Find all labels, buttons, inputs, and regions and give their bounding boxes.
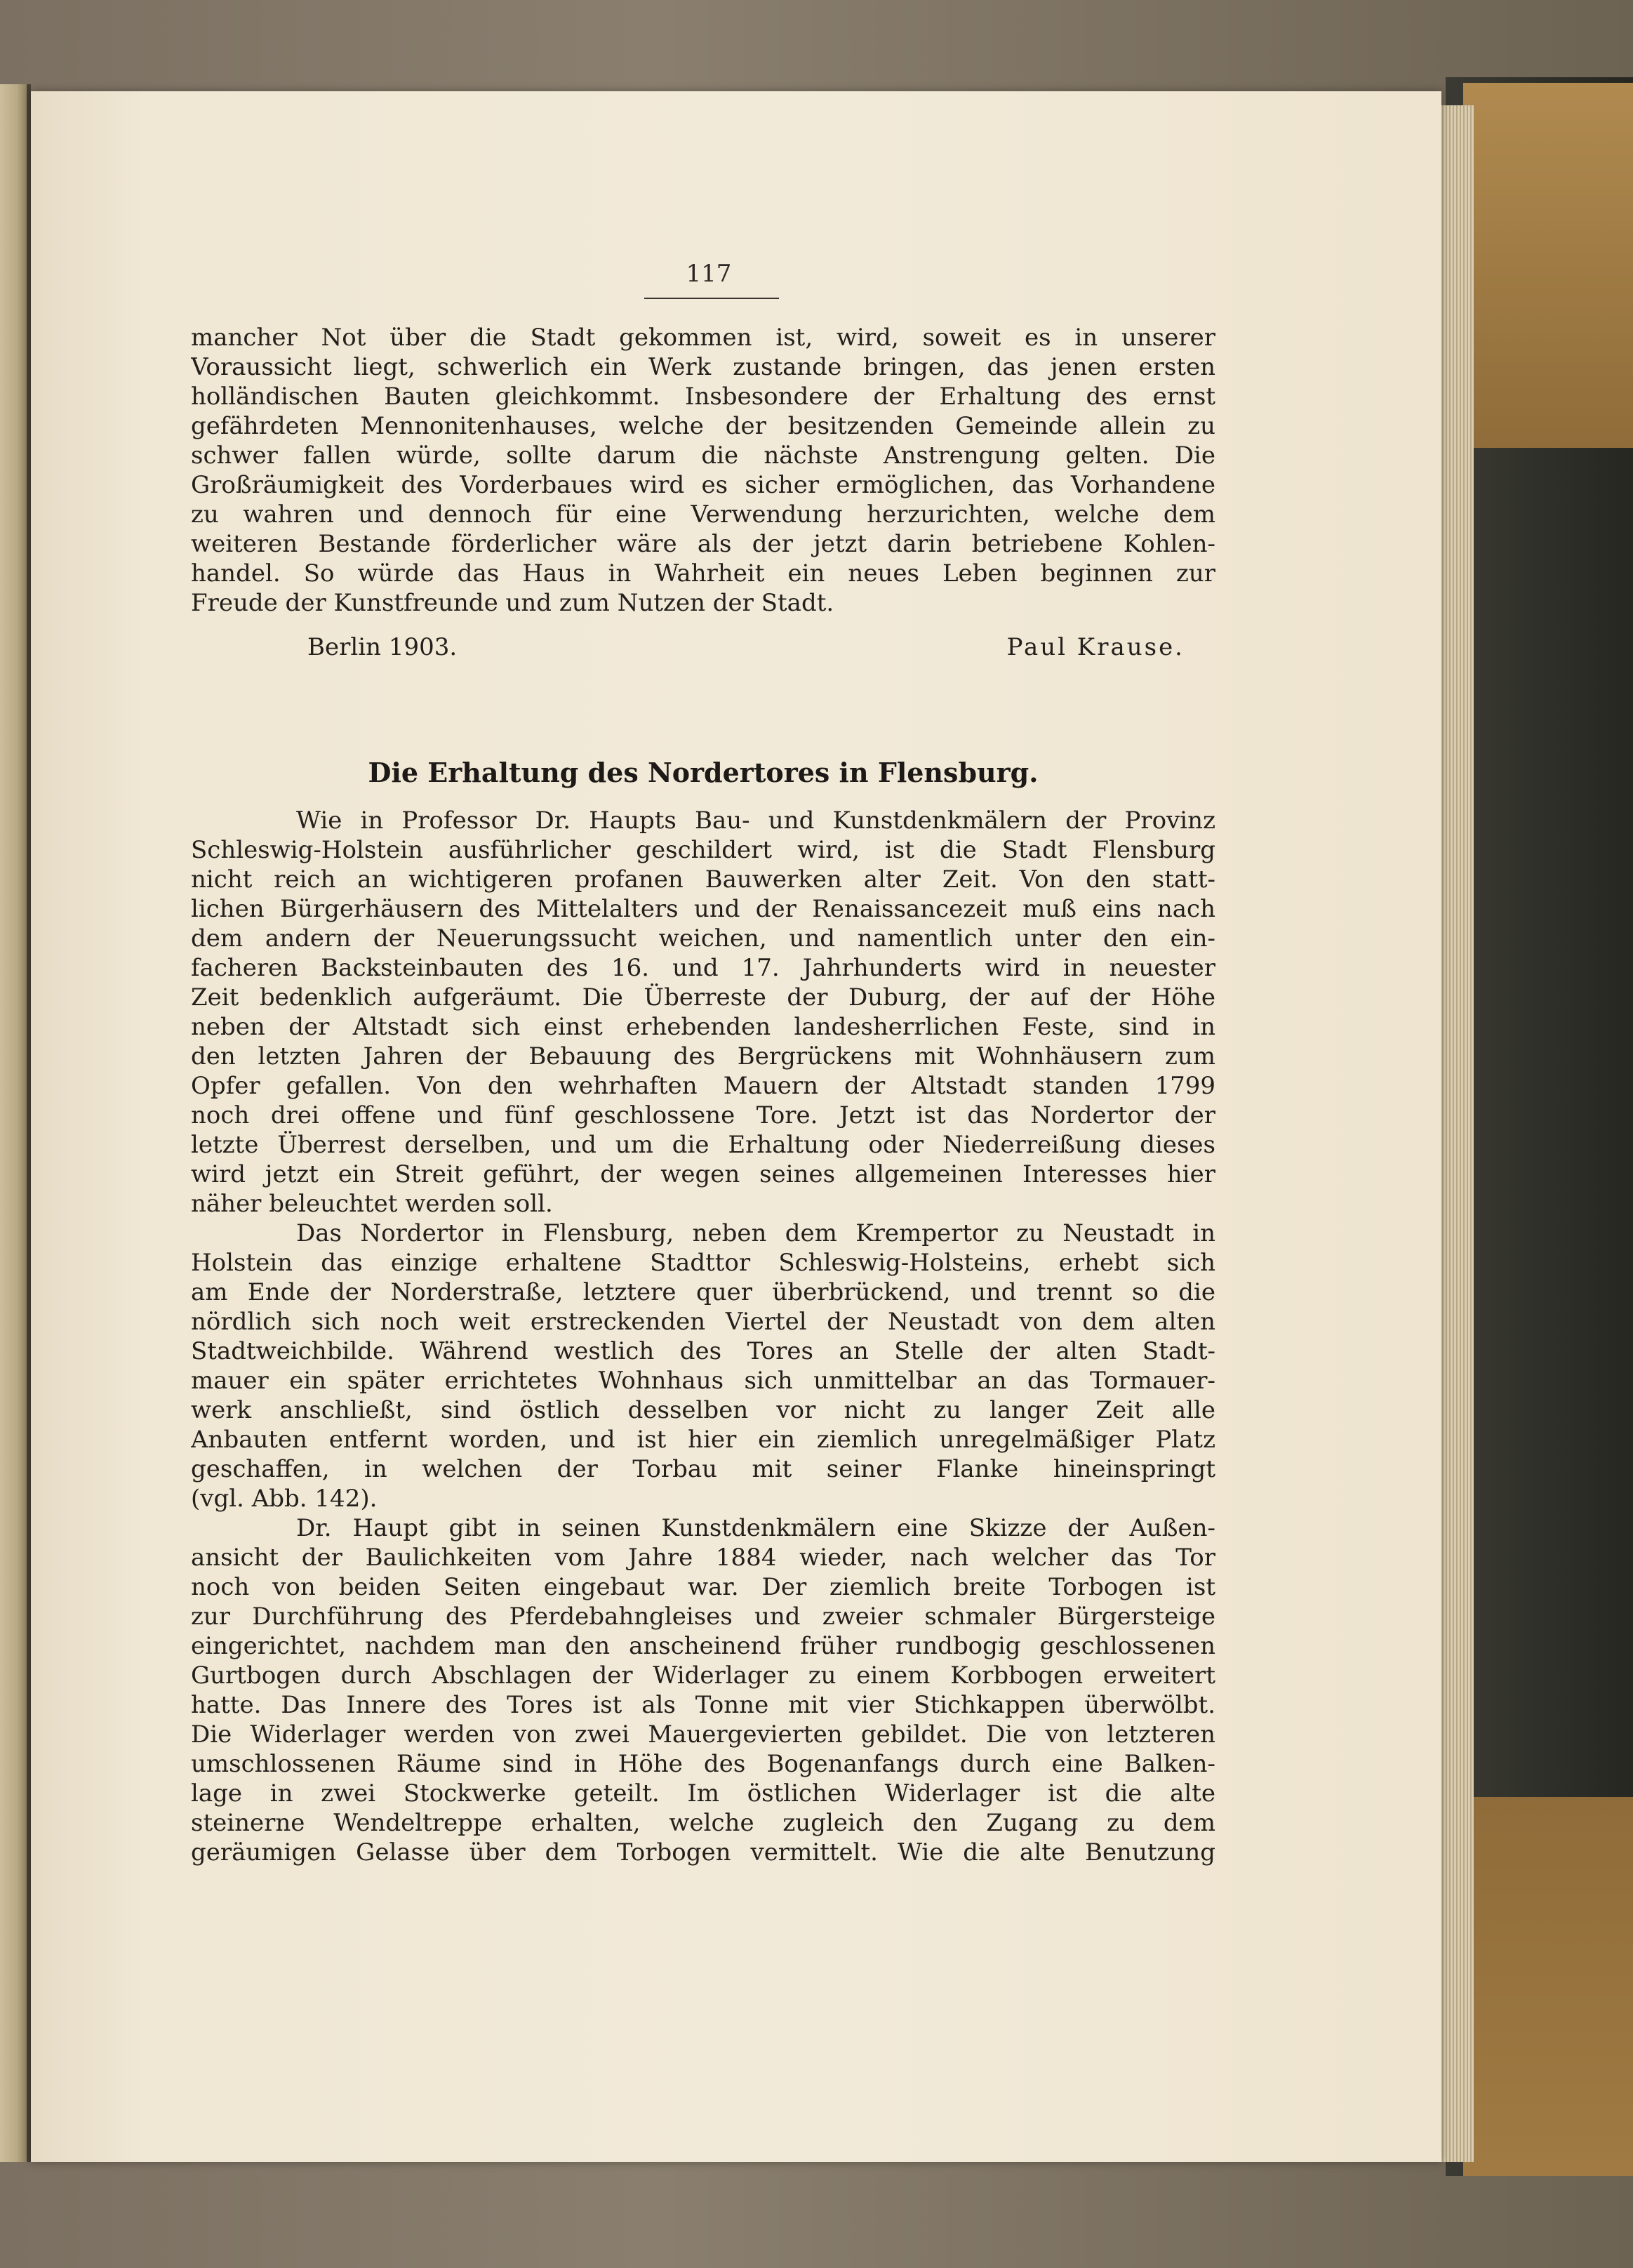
text-line: gefährdeten Mennonitenhauses, welche der besitzenden Gemeinde allein zu	[191, 412, 1215, 440]
text-line: Schleswig-Holstein ausführlicher geschildert wird, ist die Stadt Flensburg	[191, 836, 1215, 864]
signature-row	[307, 633, 1185, 668]
text-line: am Ende der Norderstraße, letztere quer überbrückend, und trennt so die	[191, 1278, 1215, 1306]
text-line: Dr. Haupt gibt in seinen Kunstdenkmälern eine Skizze der Außen-	[296, 1514, 1215, 1542]
text-line: holländischen Bauten gleichkommt. Insbesondere der Erhaltung des ernst	[191, 383, 1215, 411]
author-name: Paul Krause.	[1006, 633, 1185, 661]
text-line: schwer fallen würde, sollte darum die nächste Anstrengung gelten. Die	[191, 442, 1215, 470]
text-line: Zeit bedenklich aufgeräumt. Die Überreste der Duburg, der auf der Höhe	[191, 983, 1215, 1012]
text-line: letzte Überrest derselben, und um die Erhaltung oder Niederreißung dieses	[191, 1131, 1215, 1159]
page-stack-edges	[1440, 105, 1474, 2162]
text-line: zu wahren und dennoch für eine Verwendung herzurichten, welche dem	[191, 500, 1215, 529]
text-line: zur Durchführung des Pferdebahngleises und zweier schmaler Bürgersteige	[191, 1603, 1215, 1631]
text-line: wird jetzt ein Streit geführt, der wegen seines allgemeinen Interesses hier	[191, 1160, 1215, 1188]
text-line: nördlich sich noch weit erstreckenden Viertel der Neustadt von dem alten	[191, 1308, 1215, 1336]
page-number-rule	[644, 298, 779, 299]
section1-text	[191, 323, 1215, 618]
place-date: Berlin 1903.	[307, 633, 458, 661]
text-line: Großräumigkeit des Vorderbaues wird es sicher ermöglichen, das Vorhandene	[191, 471, 1215, 499]
text-line: Stadtweichbilde. Während westlich des Tores an Stelle der alten Stadt-	[191, 1337, 1215, 1365]
text-line: den letzten Jahren der Bebauung des Bergrückens mit Wohnhäusern zum	[191, 1042, 1215, 1070]
text-line: handel. So würde das Haus in Wahrheit ein neues Leben beginnen zur	[191, 559, 1215, 588]
text-line: ansicht der Baulichkeiten vom Jahre 1884 wieder, nach welcher das Tor	[191, 1544, 1215, 1572]
text-line: Anbauten entfernt worden, und ist hier ein ziemlich unregelmäßiger Platz	[191, 1426, 1215, 1454]
text-line: hatte. Das Innere des Tores ist als Tonne mit vier Stichkappen überwölbt.	[191, 1691, 1215, 1719]
text-line: eingerichtet, nachdem man den anscheinend früher rundbogig geschlossenen	[191, 1632, 1215, 1660]
cover-leather-corner-bottom	[1463, 1797, 1633, 2176]
text-line: Freude der Kunstfreunde und zum Nutzen der Stadt.	[191, 589, 834, 617]
text-line: Die Widerlager werden von zwei Mauergevierten gebildet. Die von letzteren	[191, 1720, 1215, 1749]
text-line: mauer ein später errichtetes Wohnhaus sich unmittelbar an das Tormauer-	[191, 1367, 1215, 1395]
text-line: steinerne Wendeltreppe erhalten, welche zugleich den Zugang zu dem	[191, 1809, 1215, 1837]
text-line: dem andern der Neuerungssucht weichen, und namentlich unter den ein-	[191, 924, 1215, 953]
text-line: Voraussicht liegt, schwerlich ein Werk zustande bringen, das jenen ersten	[191, 353, 1215, 381]
text-line: (vgl. Abb. 142).	[191, 1485, 378, 1513]
text-line: nicht reich an wichtigeren profanen Bauwerken alter Zeit. Von den statt-	[191, 866, 1215, 894]
text-line: Holstein das einzige erhaltene Stadttor Schleswig-Holsteins, erhebt sich	[191, 1249, 1215, 1277]
text-line: lichen Bürgerhäusern des Mittelalters und der Renaissancezeit muß eins nach	[191, 895, 1215, 923]
text-line: noch drei offene und fünf geschlossene Tore. Jetzt ist das Nordertor der	[191, 1101, 1215, 1129]
text-line: lage in zwei Stockwerke geteilt. Im östlichen Widerlager ist die alte	[191, 1779, 1215, 1808]
text-line: mancher Not über die Stadt gekommen ist, wird, soweit es in unserer	[191, 324, 1215, 352]
left-page-edge	[0, 84, 28, 2162]
text-line: Gurtbogen durch Abschlagen der Widerlager zu einem Korbbogen erweitert	[191, 1662, 1215, 1690]
cover-leather-corner-top	[1463, 83, 1633, 448]
text-line: Opfer gefallen. Von den wehrhaften Mauern der Altstadt standen 1799	[191, 1072, 1215, 1100]
text-line: neben der Altstadt sich einst erhebenden landesherrlichen Feste, sind in	[191, 1013, 1215, 1041]
article-heading: Die Erhaltung des Nordertores in Flensburg.	[368, 757, 1039, 788]
text-line: geschaffen, in welchen der Torbau mit seiner Flanke hineinspringt	[191, 1455, 1215, 1483]
section2-text	[191, 806, 1215, 1867]
text-line: noch von beiden Seiten eingebaut war. Der ziemlich breite Torbogen ist	[191, 1573, 1215, 1601]
text-line: werk anschließt, sind östlich desselben vor nicht zu langer Zeit alle	[191, 1396, 1215, 1424]
text-line: weiteren Bestande förderlicher wäre als der jetzt darin betriebene Kohlen-	[191, 530, 1215, 558]
text-line: facheren Backsteinbauten des 16. und 17. Jahrhunderts wird in neuester	[191, 954, 1215, 982]
text-line: Das Nordertor in Flensburg, neben dem Krempertor zu Neustadt in	[296, 1219, 1215, 1247]
text-line: Wie in Professor Dr. Haupts Bau- und Kunstdenkmälern der Provinz	[296, 807, 1215, 835]
text-line: geräumigen Gelasse über dem Torbogen vermittelt. Wie die alte Benutzung	[191, 1838, 1215, 1866]
page-number: 117	[686, 260, 732, 288]
text-line: umschlossenen Räume sind in Höhe des Bogenanfangs durch eine Balken-	[191, 1750, 1215, 1778]
text-line: näher beleuchtet werden soll.	[191, 1190, 553, 1218]
